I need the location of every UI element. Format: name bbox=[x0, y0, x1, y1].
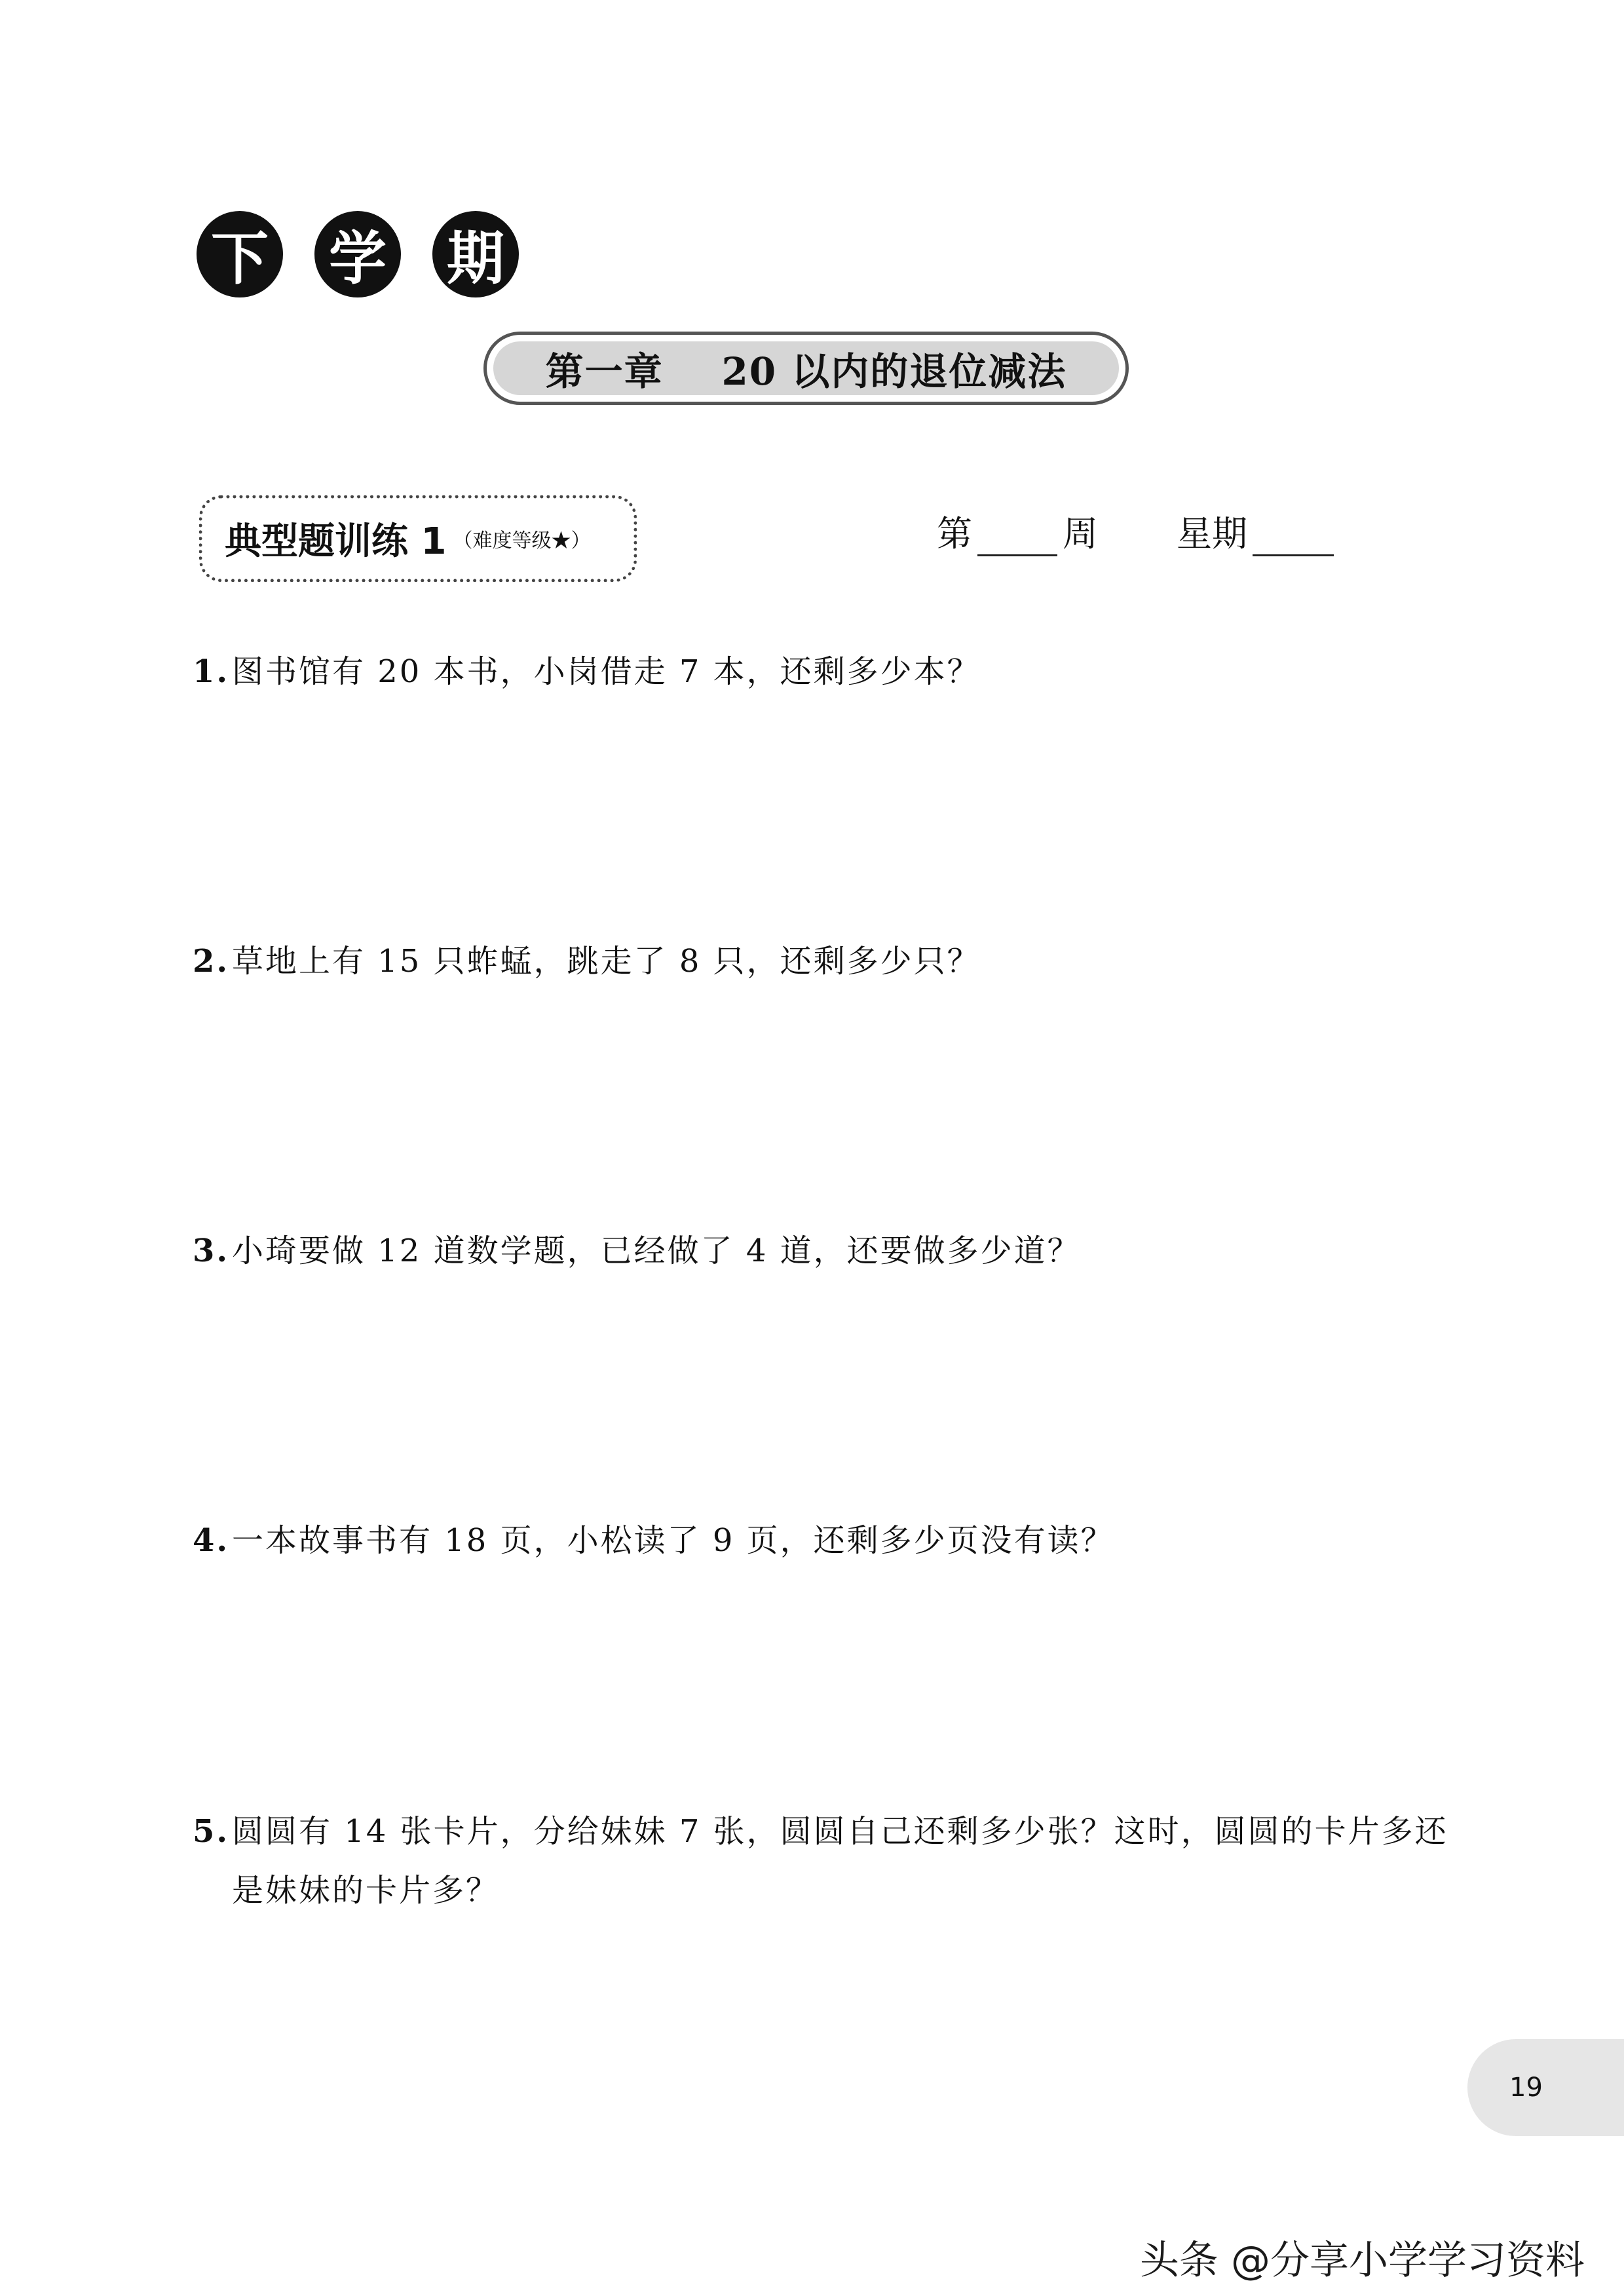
question-number: 3. bbox=[193, 1233, 230, 1269]
question-2 bbox=[193, 932, 1450, 991]
term-title-char: 期 bbox=[432, 211, 519, 297]
term-title bbox=[197, 211, 519, 297]
chapter-heading bbox=[493, 341, 1119, 395]
question-1 bbox=[193, 642, 1450, 701]
question-text-continued: 是妹妹的卡片多？ bbox=[232, 1872, 500, 1909]
question-4 bbox=[193, 1511, 1450, 1570]
question-number: 2. bbox=[193, 943, 230, 980]
section-header bbox=[199, 495, 637, 582]
week-prefix: 第 bbox=[937, 513, 972, 554]
question-text: 草地上有 15 只蚱蜢，跳走了 8 只，还剩多少只？ bbox=[232, 943, 981, 980]
weekday-label: 星期 bbox=[1177, 513, 1247, 554]
question-text: 一本故事书有 18 页，小松读了 9 页，还剩多少页没有读？ bbox=[232, 1522, 1114, 1559]
section-title: 典型题训练 1 bbox=[225, 520, 447, 563]
chapter-spacer bbox=[664, 346, 722, 391]
chapter-title: 20 以内的退位减法 bbox=[721, 349, 1067, 394]
term-title-char: 下 bbox=[197, 211, 283, 297]
page-number-tab bbox=[1467, 2039, 1624, 2136]
week-suffix: 周 bbox=[1063, 513, 1098, 554]
question-3 bbox=[193, 1221, 1450, 1280]
question-number: 5. bbox=[193, 1813, 230, 1850]
difficulty-note: （难度等级★） bbox=[453, 529, 591, 552]
question-5 bbox=[193, 1802, 1450, 1920]
date-fields bbox=[937, 506, 1334, 556]
chapter-banner bbox=[483, 332, 1129, 405]
question-text: 圆圆有 14 张卡片，分给妹妹 7 张，圆圆自己还剩多少张？这时，圆圆的卡片多还 bbox=[232, 1813, 1448, 1850]
page-number: 19 bbox=[1509, 2073, 1543, 2103]
question-text: 图书馆有 20 本书，小岗借走 7 本，还剩多少本？ bbox=[232, 653, 981, 690]
question-number: 1. bbox=[193, 653, 230, 690]
week-blank[interactable] bbox=[977, 515, 1057, 556]
watermark: 头条 @分享小学学习资料 bbox=[1139, 2238, 1585, 2284]
question-text: 小琦要做 12 道数学题，已经做了 4 道，还要做多少道？ bbox=[232, 1233, 1081, 1269]
weekday-blank[interactable] bbox=[1253, 515, 1334, 556]
chapter-number: 第一章 bbox=[545, 349, 664, 394]
term-title-char: 学 bbox=[314, 211, 401, 297]
question-number: 4. bbox=[193, 1522, 230, 1559]
